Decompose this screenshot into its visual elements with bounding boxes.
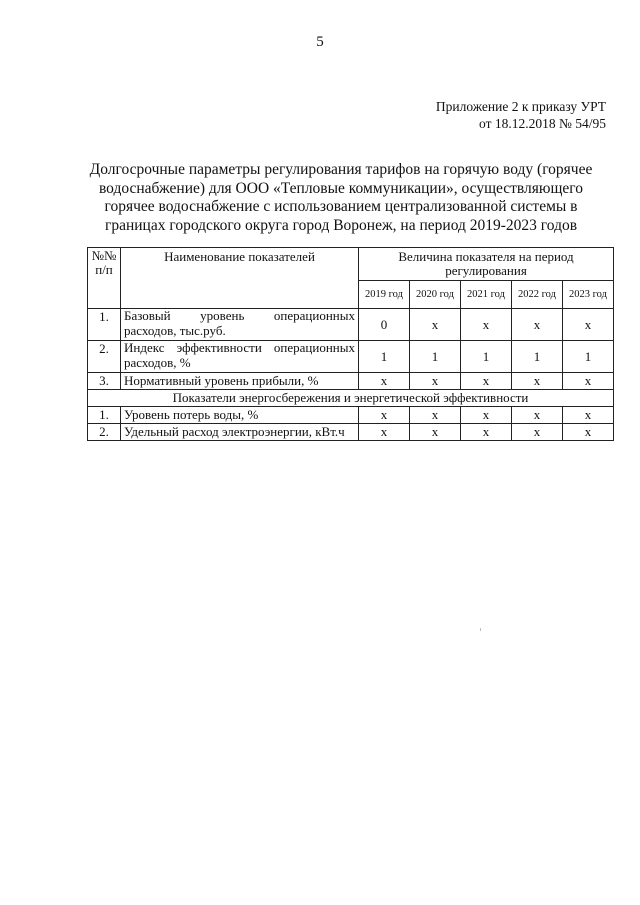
page-number: 5 [316,34,324,50]
row-num: 1. [88,407,121,424]
row-value: х [563,424,614,441]
row-num: 1. [88,309,121,341]
row-value: х [410,373,461,390]
row-value: х [410,424,461,441]
table-row [88,309,614,341]
table-row [88,407,614,424]
row-value: х [461,373,512,390]
row-name: Индекс эффективности операционных расходов, % [121,341,359,373]
document-title: Долгосрочные параметры регулирования тарифов на горячую воду (горячее водоснабжение) для ООО «Тепловые коммуникации», осуществляющего горячее водоснабжение с использованием централизованной системы в границах городского округа город Воронеж, на период 2019-2023 годов [89,161,593,234]
table-row [88,424,614,441]
header-row [88,248,614,281]
section-header-row [88,390,614,407]
header-value-group: Величина показателя на период регулирования [359,248,614,281]
header-year: 2023 год [563,281,614,309]
table-row [88,341,614,373]
row-value: х [563,309,614,341]
row-name: Удельный расход электроэнергии, кВт.ч [121,424,359,441]
row-value: х [563,373,614,390]
row-num: 2. [88,424,121,441]
row-value: х [512,309,563,341]
row-value: х [359,407,410,424]
row-value: х [461,309,512,341]
row-value: 1 [359,341,410,373]
scan-speck [480,628,481,631]
header-name: Наименование показателей [121,248,359,309]
header-year: 2020 год [410,281,461,309]
row-name: Нормативный уровень прибыли, % [121,373,359,390]
row-value: х [512,407,563,424]
appendix-reference [436,98,606,132]
row-num: 3. [88,373,121,390]
row-value: х [410,407,461,424]
header-year: 2022 год [512,281,563,309]
row-value: 1 [410,341,461,373]
row-value: х [359,424,410,441]
row-value: 1 [563,341,614,373]
row-value: 1 [461,341,512,373]
header-year: 2019 год [359,281,410,309]
appendix-line-1: Приложение 2 к приказу УРТ [435,99,606,114]
row-num: 2. [88,341,121,373]
parameters-table [87,247,614,441]
row-value: х [461,424,512,441]
header-num: №№ п/п [88,248,121,309]
appendix-line-2: от 18.12.2018 № 54/95 [479,116,606,131]
row-value: х [512,424,563,441]
row-value: 0 [359,309,410,341]
table-row [88,373,614,390]
section-title: Показатели энергосбережения и энергетической эффективности [88,390,614,407]
row-value: 1 [512,341,563,373]
row-value: х [410,309,461,341]
row-name: Уровень потерь воды, % [121,407,359,424]
row-value: х [563,407,614,424]
row-value: х [512,373,563,390]
row-value: х [359,373,410,390]
row-value: х [461,407,512,424]
row-name: Базовый уровень операционных расходов, тыс.руб. [121,309,359,341]
header-year: 2021 год [461,281,512,309]
